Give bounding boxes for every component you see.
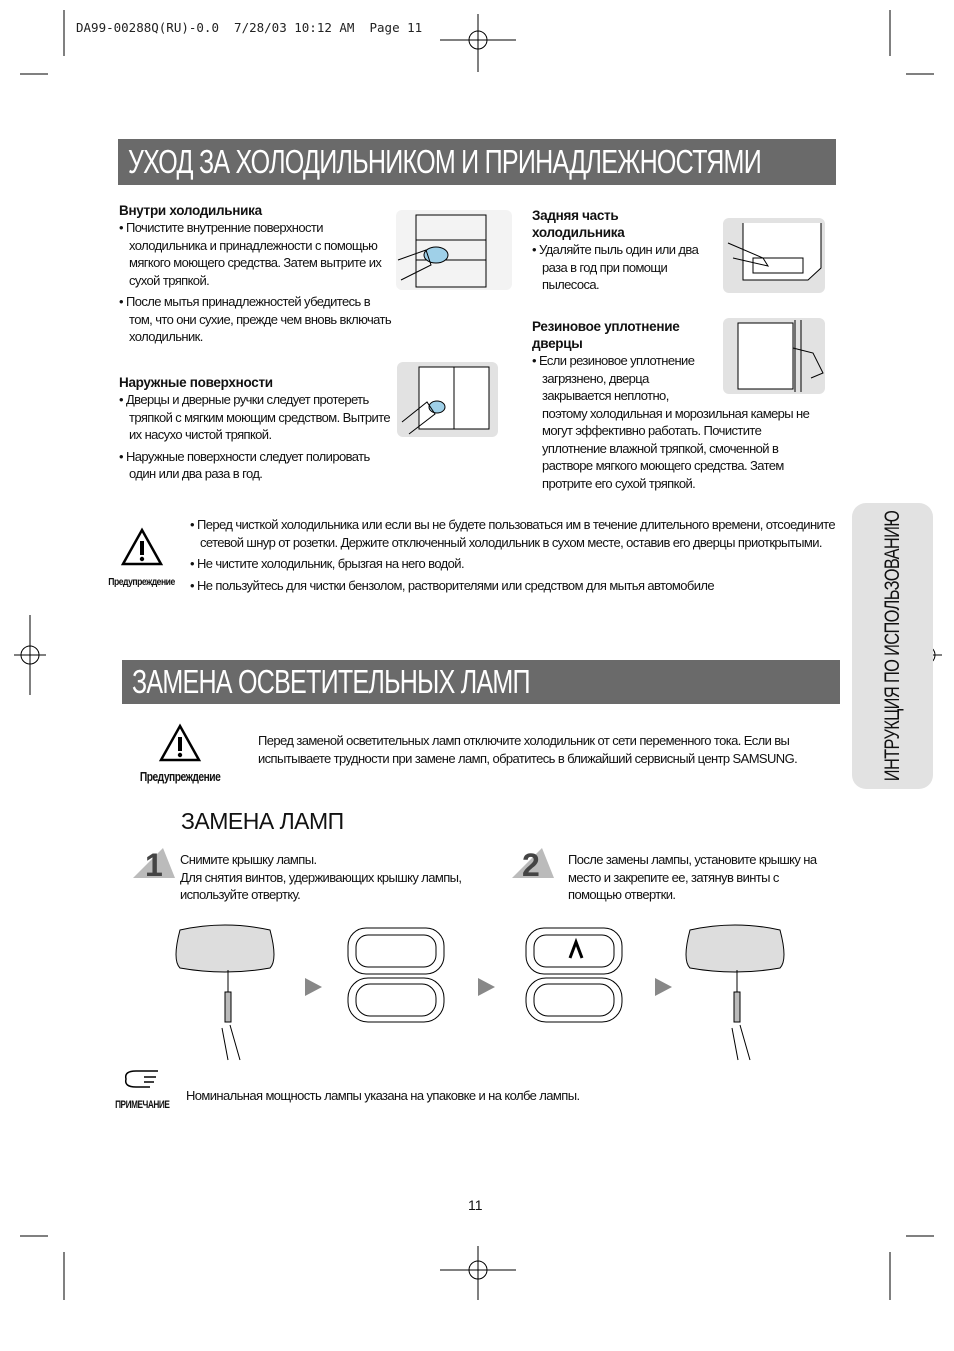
note-text: Номинальная мощность лампы указана на упаковке и на колбе лампы. (186, 1088, 580, 1103)
door-seal-illustration (723, 318, 825, 394)
step-1-text: Снимите крышку лампы. Для снятия винтов, удерживающих крышку лампы, используйте отвертку. (180, 852, 462, 902)
pointing-hand-icon (122, 1068, 162, 1090)
lamp-warning-text: Перед заменой осветительных ламп отключите холодильник от сети переменного тока. Если вы испытываете трудности при замене ламп, обратитесь в ближайший сервисный центр SAMSUNG. (258, 733, 798, 766)
warning-label: Предупреждение (108, 576, 176, 588)
step-number: 2 (522, 847, 540, 880)
warning-bullet: • Не чистите холодильник, брызгая на него водой. (190, 555, 840, 573)
seal-heading: Резиновое уплотнение дверцы (532, 319, 680, 351)
back-bullet: • Удаляйте пыль один или два раза в год при помощи пылесоса. (532, 241, 712, 294)
seal-bullet: • Если резиновое уплотнение загрязнено, дверца закрывается неплотно, поэтому холодильная и морозильная камеры не могут эффективно работать. Почистите уплотнение влажной тряпкой, смоченной в растворе мягкого моющего средства. Затем протрите его сухой тряпкой. (532, 352, 827, 492)
section-title-care: УХОД ЗА ХОЛОДИЛЬНИКОМ И ПРИНАДЛЕЖНОСТЯМИ (128, 143, 761, 180)
outside-fridge-illustration (397, 362, 498, 437)
outside-block (119, 374, 391, 487)
inside-bullet: • Почистите внутренние поверхности холодильника и принадлежности с помощью мягкого моющего средства. Затем вытрите их сухой тряпкой. (119, 219, 391, 289)
warning-triangle-icon (120, 527, 164, 567)
outside-bullet: • Наружные поверхности следует полировать один или два раза в год. (119, 448, 391, 483)
inside-heading: Внутри холодильника (119, 203, 262, 218)
inside-bullet: • После мытья принадлежностей убедитесь в том, что они сухие, прежде чем вновь включать холодильник. (119, 293, 391, 346)
lamp-housing-open (348, 928, 444, 1022)
note-badge (106, 1068, 178, 1113)
step-2-text: После замены лампы, установите крышку на место и закрепите ее, затянув винты с помощью отвертки. (568, 852, 817, 902)
inside-block (119, 202, 391, 350)
warning-badge-2 (125, 723, 235, 786)
warning-triangle-icon (158, 723, 202, 763)
note-label: ПРИМЕЧАНИЕ (115, 1099, 170, 1111)
step-number: 1 (145, 847, 163, 880)
arrow-right-icon (655, 978, 672, 996)
print-meta: DA99-00288Q(RU)-0.0 7/28/03 10:12 AM Page 11 (76, 20, 423, 35)
section-title-care-bar (118, 139, 836, 185)
lamp-housing-replaced (526, 928, 622, 1022)
warning-bullet: • Не пользуйтесь для чистки бензолом, растворителями или средством для мытья автомобиле (190, 577, 840, 595)
back-heading: Задняя часть холодильника (532, 208, 625, 240)
arrow-right-icon (478, 978, 495, 996)
back-block (532, 207, 712, 298)
warning-bullet: • Перед чисткой холодильника или если вы не будете пользоваться им в течение длительного времени, отсоедините сетевой шнур от розетки. Держите отключенный холодильник в сухом месте, оставив его дверцы приоткрытыми. (190, 516, 840, 551)
outside-bullet: • Дверцы и дверные ручки следует протереть тряпкой с мягким моющим средством. Вытрите их насухо чистой тряпкой. (119, 391, 391, 444)
lamp-cover-with-screwdriver (176, 925, 274, 1060)
section-title-lamps-bar (122, 660, 840, 704)
arrow-right-icon (305, 978, 322, 996)
side-tab-label: ИНТРУКЦИЯ ПО ИСПОЛЬЗОВАНИЮ (880, 510, 904, 782)
lamp-replacement-illustration (170, 920, 790, 1070)
inside-fridge-illustration (396, 210, 512, 290)
back-fridge-illustration (723, 218, 825, 293)
step-1-badge (133, 846, 175, 885)
side-tab (852, 503, 933, 789)
lamp-subtitle: ЗАМЕНА ЛАМП (181, 808, 344, 834)
section-title-lamps: ЗАМЕНА ОСВЕТИТЕЛЬНЫХ ЛАМП (132, 663, 530, 700)
warning-list (190, 516, 840, 598)
outside-heading: Наружные поверхности (119, 375, 273, 390)
warning-badge (100, 527, 184, 590)
page-number: 11 (468, 1197, 483, 1213)
step-2-badge (512, 846, 554, 885)
warning-label: Предупреждение (139, 770, 221, 784)
lamp-cover-with-screwdriver (686, 925, 784, 1060)
